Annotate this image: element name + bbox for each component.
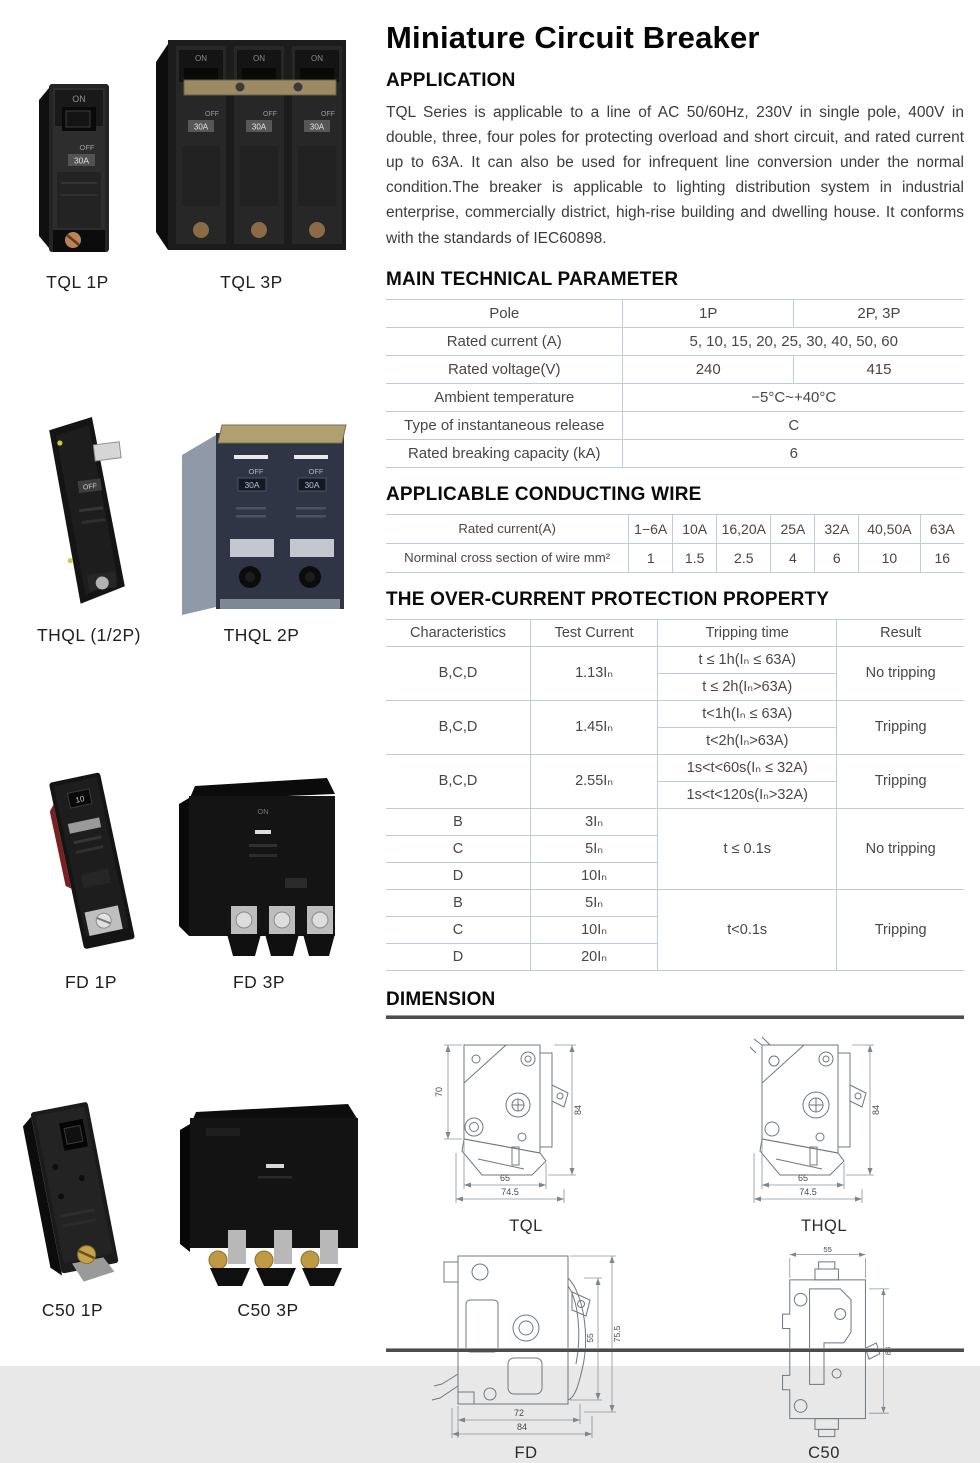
product-photo-c50-1p bbox=[14, 1092, 132, 1288]
table-row bbox=[386, 514, 964, 543]
overcurrent-heading: THE OVER-CURRENT PROTECTION PROPERTY bbox=[386, 588, 830, 610]
svg-text:OFF: OFF bbox=[263, 111, 277, 118]
row-label: Pole bbox=[386, 299, 623, 327]
table-cell: 16 bbox=[920, 543, 964, 572]
table-cell: 10Iₙ bbox=[531, 916, 658, 943]
table-row bbox=[386, 754, 964, 781]
col-header: 40,50A bbox=[859, 514, 920, 543]
svg-text:ON: ON bbox=[257, 807, 269, 816]
dimension-rule bbox=[386, 1015, 964, 1019]
dimension-label: C50 bbox=[808, 1443, 840, 1462]
table-cell: C bbox=[623, 411, 964, 439]
product-photo-thql-2p bbox=[176, 421, 348, 613]
product-photo-c50-3p bbox=[166, 1102, 371, 1288]
row-label: Rated current(A) bbox=[386, 514, 629, 543]
svg-text:OFF: OFF bbox=[79, 143, 95, 152]
table-cell: 5Iₙ bbox=[531, 835, 658, 862]
svg-text:OFF: OFF bbox=[248, 467, 263, 476]
product-caption: FD 3P bbox=[232, 972, 286, 992]
product-caption: TQL 3P bbox=[220, 272, 283, 292]
product-thql-2p bbox=[176, 421, 348, 646]
thql-dimension-drawing bbox=[704, 1029, 944, 1215]
svg-text:84: 84 bbox=[871, 1104, 881, 1115]
svg-text:30A: 30A bbox=[303, 480, 320, 490]
col-header: 63A bbox=[920, 514, 964, 543]
table-cell: No tripping bbox=[837, 646, 964, 700]
table-cell: 2.55Iₙ bbox=[531, 754, 658, 808]
table-row bbox=[386, 543, 964, 572]
table-cell: t<2h(Iₙ>63A) bbox=[658, 727, 837, 754]
table-cell: No tripping bbox=[837, 808, 964, 889]
dimension-heading: DIMENSION bbox=[386, 988, 496, 1010]
overcurrent-table bbox=[386, 619, 964, 971]
product-fd-3p bbox=[175, 774, 343, 993]
svg-text:72: 72 bbox=[513, 1407, 525, 1418]
table-cell: 1.5 bbox=[673, 543, 717, 572]
svg-text:30A: 30A bbox=[309, 122, 325, 132]
table-cell: 240 bbox=[623, 355, 794, 383]
table-cell: B bbox=[386, 808, 531, 835]
table-cell: 1s<t<60s(Iₙ ≤ 32A) bbox=[658, 754, 837, 781]
product-tql-1p bbox=[35, 70, 120, 293]
table-cell: C bbox=[386, 916, 531, 943]
svg-text:ON: ON bbox=[195, 54, 207, 63]
application-heading: APPLICATION bbox=[386, 70, 516, 91]
product-photo-thql-halfp bbox=[37, 408, 142, 613]
table-cell: 10Iₙ bbox=[531, 862, 658, 889]
svg-text:55: 55 bbox=[823, 1244, 832, 1254]
fd-dimension-drawing bbox=[406, 1242, 646, 1442]
svg-text:OFF: OFF bbox=[308, 467, 323, 476]
row-label: Rated breaking capacity (kA) bbox=[386, 439, 623, 467]
svg-text:65: 65 bbox=[499, 1172, 511, 1183]
table-cell: B,C,D bbox=[386, 700, 531, 754]
svg-text:74.5: 74.5 bbox=[799, 1186, 817, 1197]
table-cell: 2P, 3P bbox=[793, 299, 964, 327]
table-cell: 1 bbox=[629, 543, 673, 572]
table-row bbox=[386, 646, 964, 673]
product-caption: FD 1P bbox=[64, 972, 118, 992]
table-row bbox=[386, 411, 964, 439]
row-label: Ambient temperature bbox=[386, 383, 623, 411]
table-cell: 415 bbox=[793, 355, 964, 383]
table-row bbox=[386, 355, 964, 383]
conducting-wire-heading: APPLICABLE CONDUCTING WIRE bbox=[386, 483, 702, 505]
table-cell: 6 bbox=[623, 439, 964, 467]
c50-dimension-drawing bbox=[724, 1242, 924, 1442]
svg-text:OFF: OFF bbox=[205, 111, 219, 118]
content-column bbox=[386, 0, 964, 1463]
svg-text:30A: 30A bbox=[243, 480, 260, 490]
svg-text:84: 84 bbox=[516, 1421, 528, 1432]
tql-dimension-drawing bbox=[406, 1029, 646, 1215]
table-cell: Tripping bbox=[837, 889, 964, 970]
product-caption: THQL 2P bbox=[223, 625, 300, 645]
dimension-label: THQL bbox=[800, 1216, 847, 1235]
main-parameter-table bbox=[386, 299, 964, 468]
row-label: Norminal cross section of wire mm² bbox=[386, 543, 629, 572]
table-cell: 1s<t<120s(Iₙ>32A) bbox=[658, 781, 837, 808]
col-header: Characteristics bbox=[386, 619, 531, 646]
table-cell: C bbox=[386, 835, 531, 862]
product-photo-fd-3p bbox=[175, 774, 343, 960]
table-cell: 5, 10, 15, 20, 25, 30, 40, 50, 60 bbox=[623, 327, 964, 355]
table-row bbox=[386, 619, 964, 646]
svg-text:30A: 30A bbox=[251, 122, 267, 132]
product-photo-tql-1p bbox=[35, 70, 120, 260]
svg-text:75.5: 75.5 bbox=[612, 1325, 622, 1342]
table-cell: 10 bbox=[859, 543, 920, 572]
product-row-c50 bbox=[12, 1092, 372, 1321]
product-caption: C50 1P bbox=[41, 1300, 104, 1320]
product-row-tql bbox=[12, 28, 372, 293]
svg-text:ON: ON bbox=[253, 54, 265, 63]
row-label: Rated voltage(V) bbox=[386, 355, 623, 383]
dimension-tql bbox=[386, 1029, 666, 1236]
svg-text:OFF: OFF bbox=[321, 111, 335, 118]
row-label: Type of instantaneous release bbox=[386, 411, 623, 439]
product-tql-3p bbox=[154, 28, 349, 293]
col-header: 10A bbox=[673, 514, 717, 543]
svg-text:84: 84 bbox=[573, 1104, 583, 1115]
table-row bbox=[386, 889, 964, 916]
table-row bbox=[386, 700, 964, 727]
dimension-label: FD bbox=[514, 1443, 538, 1462]
table-cell: 1.45Iₙ bbox=[531, 700, 658, 754]
svg-text:55: 55 bbox=[585, 1332, 595, 1343]
svg-text:30A: 30A bbox=[193, 122, 209, 132]
table-cell: 1P bbox=[623, 299, 794, 327]
footer-rule bbox=[386, 1348, 964, 1352]
svg-text:65: 65 bbox=[797, 1172, 809, 1183]
dimension-fd bbox=[386, 1242, 666, 1463]
table-cell: B bbox=[386, 889, 531, 916]
svg-text:10: 10 bbox=[74, 794, 86, 805]
table-row bbox=[386, 808, 964, 835]
table-cell: B,C,D bbox=[386, 646, 531, 700]
table-cell: 5Iₙ bbox=[531, 889, 658, 916]
product-caption: C50 3P bbox=[237, 1300, 299, 1320]
col-header: Test Current bbox=[531, 619, 658, 646]
page-title: Miniature Circuit Breaker bbox=[386, 20, 760, 55]
product-photo-tql-3p bbox=[154, 28, 349, 260]
product-row-fd bbox=[12, 762, 372, 993]
col-header: 25A bbox=[771, 514, 815, 543]
table-cell: 6 bbox=[815, 543, 859, 572]
table-cell: t ≤ 2h(Iₙ>63A) bbox=[658, 673, 837, 700]
table-row bbox=[386, 439, 964, 467]
table-cell: 20Iₙ bbox=[531, 943, 658, 970]
main-parameter-heading: MAIN TECHNICAL PARAMETER bbox=[386, 268, 679, 290]
table-cell: D bbox=[386, 943, 531, 970]
svg-text:ON: ON bbox=[311, 54, 323, 63]
table-cell: D bbox=[386, 862, 531, 889]
table-cell: 3Iₙ bbox=[531, 808, 658, 835]
table-cell: −5°C~+40°C bbox=[623, 383, 964, 411]
product-caption: THQL (1/2P) bbox=[36, 625, 142, 645]
table-cell: t<0.1s bbox=[658, 889, 837, 970]
col-header: Result bbox=[837, 619, 964, 646]
row-label: Rated current (A) bbox=[386, 327, 623, 355]
table-row bbox=[386, 383, 964, 411]
dimension-grid bbox=[386, 1029, 964, 1463]
table-cell: B,C,D bbox=[386, 754, 531, 808]
table-cell: 4 bbox=[771, 543, 815, 572]
svg-text:30A: 30A bbox=[73, 155, 90, 166]
table-cell: t<1h(Iₙ ≤ 63A) bbox=[658, 700, 837, 727]
dimension-thql bbox=[684, 1029, 964, 1236]
svg-text:ON: ON bbox=[72, 94, 86, 104]
svg-text:OFF: OFF bbox=[82, 482, 97, 492]
product-c50-3p bbox=[166, 1102, 371, 1321]
table-cell: 2.5 bbox=[717, 543, 771, 572]
table-cell: t ≤ 0.1s bbox=[658, 808, 837, 889]
dimension-c50 bbox=[684, 1242, 964, 1463]
product-fd-1p bbox=[41, 762, 141, 993]
svg-text:74.5: 74.5 bbox=[501, 1186, 519, 1197]
product-photo-fd-1p bbox=[41, 762, 141, 960]
col-header: 16,20A bbox=[717, 514, 771, 543]
table-row bbox=[386, 299, 964, 327]
product-row-thql bbox=[12, 408, 372, 646]
dimension-label: TQL bbox=[509, 1216, 543, 1235]
product-thql-halfp bbox=[37, 408, 142, 646]
table-cell: t ≤ 1h(Iₙ ≤ 63A) bbox=[658, 646, 837, 673]
conducting-wire-table bbox=[386, 514, 964, 573]
table-cell: 1.13Iₙ bbox=[531, 646, 658, 700]
col-header: Tripping time bbox=[658, 619, 837, 646]
application-body: TQL Series is applicable to a line of AC 50/60Hz, 230V in single pole, 400V in double, three, four poles for protecting overload and short circuit, and rated current up to 63A. It can also be used for infrequent line conversion under the normal condition.The breaker is applicable to lighting distribution system in industrial enterprise, commercially district, high-rise building and dwelling house. It conforms with the standards of IEC60898. bbox=[386, 104, 964, 247]
product-caption: TQL 1P bbox=[46, 272, 109, 292]
table-cell: Tripping bbox=[837, 754, 964, 808]
svg-text:70: 70 bbox=[434, 1086, 444, 1097]
table-cell: Tripping bbox=[837, 700, 964, 754]
product-c50-1p bbox=[14, 1092, 132, 1321]
table-row bbox=[386, 327, 964, 355]
col-header: 32A bbox=[815, 514, 859, 543]
col-header: 1−6A bbox=[629, 514, 673, 543]
